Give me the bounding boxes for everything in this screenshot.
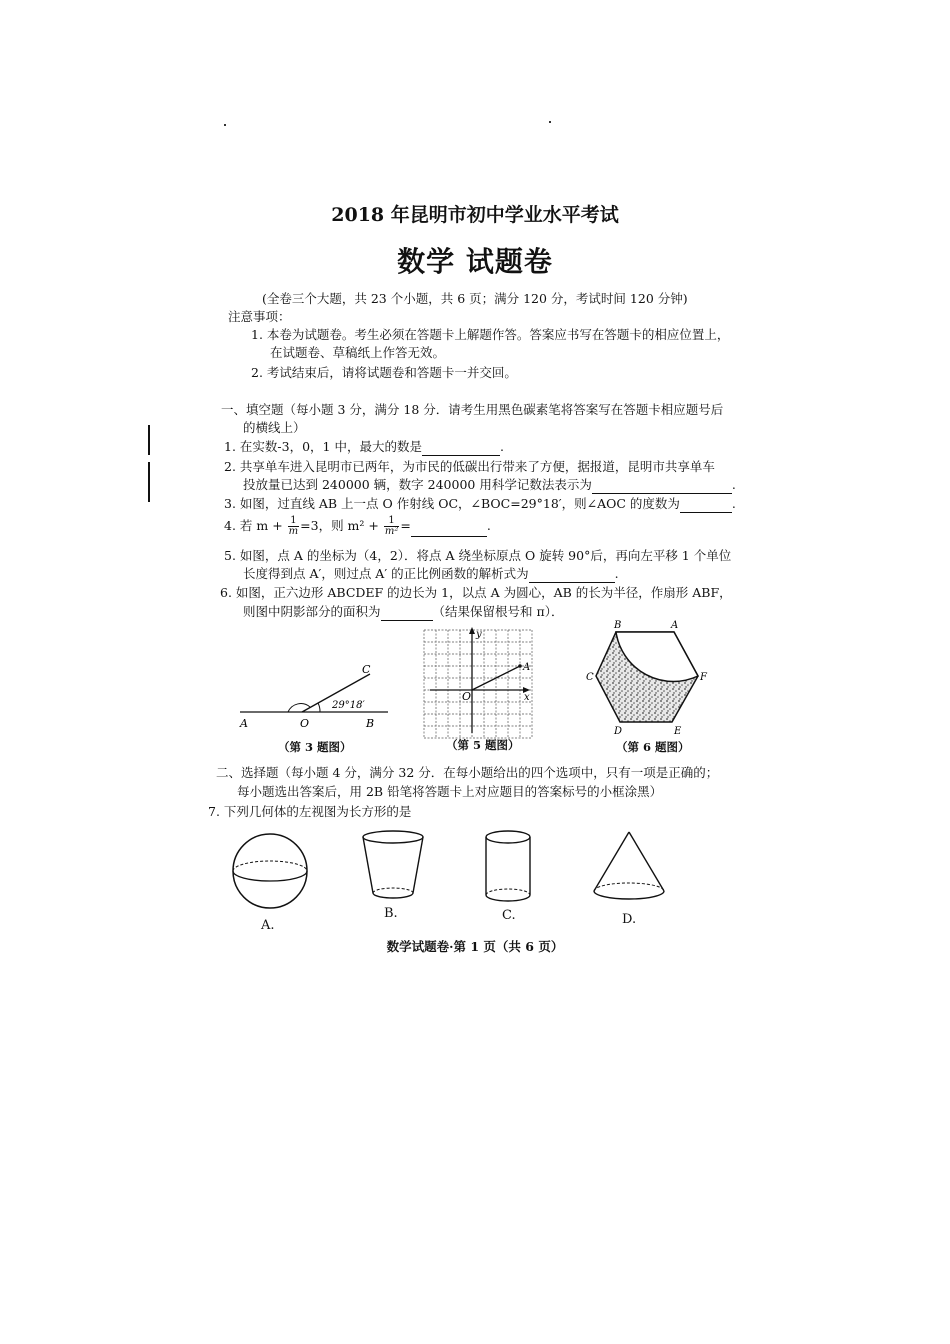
origin-label: O [462,690,472,703]
question-4-prefix: 4. 若 m + [224,518,283,533]
period: . [731,496,736,511]
figure-3 [236,655,396,735]
figure-5-caption: （第 5 题图） [446,738,520,752]
option-c-cylinder [482,829,534,905]
answer-blank [592,481,732,494]
answer-blank [680,500,732,513]
point-a [518,664,522,668]
exam-info: (全卷三个大题，共 23 个小题，共 6 页；满分 120 分，考试时间 120 分钟) [262,291,688,306]
point-label-b: B [614,620,622,631]
answer-blank [529,570,615,583]
question-2-line1: 2. 共享单车进入昆明市已两年，为市民的低碳出行带来了方便，据报道，昆明市共享单车 [224,459,715,474]
question-5-text: 长度得到点 A′，则过点 A′ 的正比例函数的解析式为 [243,566,529,581]
section2-heading-cont: 每小题选出答案后，用 2B 铅笔将答题卡上对应题目的答案标号的小框涂黑） [237,784,663,799]
question-6-line1: 6. 如图，正六边形 ABCDEF 的边长为 1，以点 A 为圆心，AB 的长为半径，作扇形 ABF， [220,585,732,600]
point-label-f: F [700,672,707,683]
period: . [614,566,619,581]
exam-subtitle: 数学 试题卷 [397,245,553,278]
question-3 [224,495,736,513]
page-footer: 数学试题卷·第 1 页（共 6 页） [386,939,564,954]
point-label-b: B [366,717,375,730]
margin-mark [148,425,150,455]
question-6-text: 则图中阴影部分的面积为 [243,604,381,619]
section2-heading: 二、选择题（每小题 4 分，满分 32 分．在每小题给出的四个选项中，只有一项是正确的； [216,765,719,780]
question-2-text: 投放量已达到 240000 辆，数字 240000 用科学记数法表示为 [243,477,592,492]
question-6-text-tail: （结果保留根号和 π）． [432,604,564,619]
answer-blank [422,443,500,456]
question-1 [224,438,504,456]
figure-3-caption: （第 3 题图） [278,740,352,754]
figure-6-caption: （第 6 题图） [616,740,690,754]
fraction-1-over-m-squared: $\frac{1}{\text{m²}}$ [384,515,399,537]
fraction-1-over-m: $\frac{1}{m}$ [288,515,299,537]
figure-5 [424,627,540,739]
option-b-label: B. [384,906,398,921]
figure-6 [582,616,708,740]
period: . [499,439,504,454]
scan-speck [549,121,551,123]
period: . [731,477,736,492]
question-3-text: 3. 如图，过直线 AB 上一点 O 作射线 OC，∠BOC=29°18′，则∠AOC 的度数为 [224,496,680,511]
question-6-line2 [243,603,563,621]
answer-blank [381,608,433,621]
axis-label-y: y [476,629,482,640]
option-a-sphere [229,830,311,912]
question-5-line2 [243,565,619,583]
angle-arc-aoc [288,704,310,712]
point-label-a: A [240,717,248,730]
scan-speck [224,124,226,126]
margin-mark [148,462,150,502]
option-b-frustum [358,829,428,903]
point-label-a: A [523,662,531,673]
section1-heading: 一、填空题（每小题 3 分，满分 18 分．请考生用黑色碳素笔将答案写在答题卡相应题号后 [221,402,724,417]
section1-heading-cont: 的横线上） [243,420,306,435]
point-label-c: C [586,672,594,683]
angle-arc-boc [318,703,320,712]
note-item-1-cont: 在试题卷、草稿纸上作答无效。 [270,345,446,360]
option-d-label: D. [622,912,637,927]
note-item-2: 2. 考试结束后，请将试题卷和答题卡一并交回。 [251,365,517,380]
point-label-o: O [300,717,310,730]
exam-title: 2018 年昆明市初中学业水平考试 [331,204,619,226]
question-1-text: 1. 在实数-3，0，1 中，最大的数是 [224,439,422,454]
option-c-label: C. [502,908,516,923]
option-a-label: A. [261,918,275,933]
question-2-line2 [243,476,736,494]
question-4 [224,516,491,537]
point-label-e: E [674,726,682,737]
point-label-d: D [614,726,623,737]
option-d-cone [589,829,669,905]
question-7: 7. 下列几何体的左视图为长方形的是 [208,804,412,819]
y-axis-arrow [469,627,475,634]
question-4-equals: = [400,518,411,533]
period: . [486,518,491,533]
question-5-line1: 5. 如图，点 A 的坐标为（4，2）．将点 A 绕坐标原点 O 旋转 90°后，再向左平移 1 个单位 [224,548,732,563]
note-item-1: 1. 本卷为试题卷。考生必须在答题卡上解题作答。答案应书写在答题卡的相应位置上， [251,327,730,342]
point-label-a: A [671,620,679,631]
notes-heading: 注意事项： [228,309,291,324]
point-label-c: C [362,663,371,676]
answer-blank [411,524,487,537]
angle-label: 29°18′ [332,700,365,711]
coordinate-grid [424,630,532,738]
axis-label-x: x [524,692,530,703]
question-4-mid: =3，则 m² + [300,518,379,533]
